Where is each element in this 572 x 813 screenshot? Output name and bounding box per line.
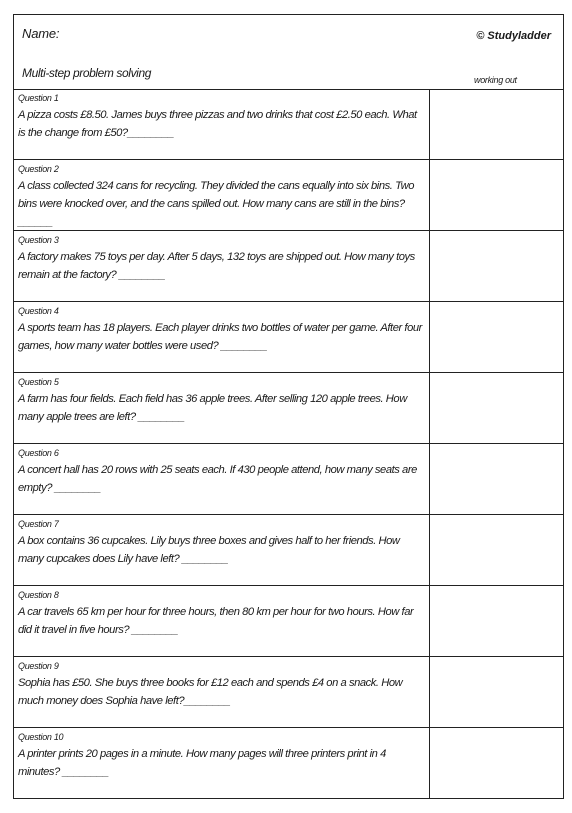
question-table (14, 89, 563, 798)
question-cell (14, 89, 430, 159)
question-cell (14, 160, 430, 230)
working-out-cell[interactable] (430, 728, 563, 798)
working-out-cell[interactable] (430, 657, 563, 727)
question-label: Question 6 (18, 448, 59, 458)
working-out-label: working out (474, 75, 517, 85)
question-label: Question 8 (18, 590, 59, 600)
question-text: A box contains 36 cupcakes. Lily buys three boxes and gives half to her friends. How many cupcakes does Lily have left? ________ (18, 535, 400, 565)
question-label: Question 7 (18, 519, 59, 529)
working-out-cell[interactable] (430, 302, 563, 372)
working-out-cell[interactable] (430, 89, 563, 159)
worksheet-title: Multi-step problem solving (22, 66, 151, 80)
question-row-2 (14, 160, 563, 231)
question-cell (14, 586, 430, 656)
question-label: Question 9 (18, 661, 59, 671)
question-row-5 (14, 373, 563, 444)
question-label: Question 10 (18, 732, 64, 742)
question-cell (14, 373, 430, 443)
question-cell (14, 657, 430, 727)
brand-logo-text: © Studyladder (476, 30, 551, 42)
question-text: A car travels 65 km per hour for three hours, then 80 km per hour for two hours. How far did it travel in five hours? ________ (18, 606, 414, 636)
question-row-6 (14, 444, 563, 515)
question-cell (14, 515, 430, 585)
question-label: Question 4 (18, 306, 59, 316)
question-row-9 (14, 657, 563, 728)
working-out-cell[interactable] (430, 160, 563, 230)
worksheet (13, 14, 564, 799)
working-out-cell[interactable] (430, 515, 563, 585)
question-row-4 (14, 302, 563, 373)
question-row-7 (14, 515, 563, 586)
question-text: A sports team has 18 players. Each player drinks two bottles of water per game. After four games, how many water bottles were used? ________ (18, 322, 422, 352)
question-text: A factory makes 75 toys per day. After 5 days, 132 toys are shipped out. How many toys remain at the factory? ________ (18, 251, 415, 281)
question-text: Sophia has £50. She buys three books for £12 each and spends £4 on a snack. How much money does Sophia have left?________ (18, 677, 403, 707)
question-cell (14, 231, 430, 301)
question-text: A farm has four fields. Each field has 36 apple trees. After selling 120 apple trees. How many apple trees are left? ________ (18, 393, 407, 423)
question-text: A pizza costs £8.50. James buys three pizzas and two drinks that cost £2.50 each. What is the change from £50?________ (18, 109, 417, 139)
question-text: A class collected 324 cans for recycling. They divided the cans equally into six bins. Two bins were knocked over, and the cans spilled out. How many cans are still in the bins? ______ (18, 180, 415, 228)
working-out-cell[interactable] (430, 373, 563, 443)
working-out-cell[interactable] (430, 586, 563, 656)
question-text: A printer prints 20 pages in a minute. How many pages will three printers print in 4 minutes? ________ (18, 748, 386, 778)
working-out-cell[interactable] (430, 231, 563, 301)
question-text: A concert hall has 20 rows with 25 seats each. If 430 people attend, how many seats are empty? ________ (18, 464, 417, 494)
question-cell (14, 444, 430, 514)
working-out-cell[interactable] (430, 444, 563, 514)
question-cell (14, 302, 430, 372)
question-row-1 (14, 89, 563, 160)
question-label: Question 3 (18, 235, 59, 245)
question-row-8 (14, 586, 563, 657)
name-label: Name: (22, 26, 60, 41)
question-label: Question 2 (18, 164, 59, 174)
question-cell (14, 728, 430, 798)
worksheet-header (14, 15, 563, 90)
question-label: Question 5 (18, 377, 59, 387)
question-row-3 (14, 231, 563, 302)
question-row-10 (14, 728, 563, 798)
question-label: Question 1 (18, 93, 59, 103)
